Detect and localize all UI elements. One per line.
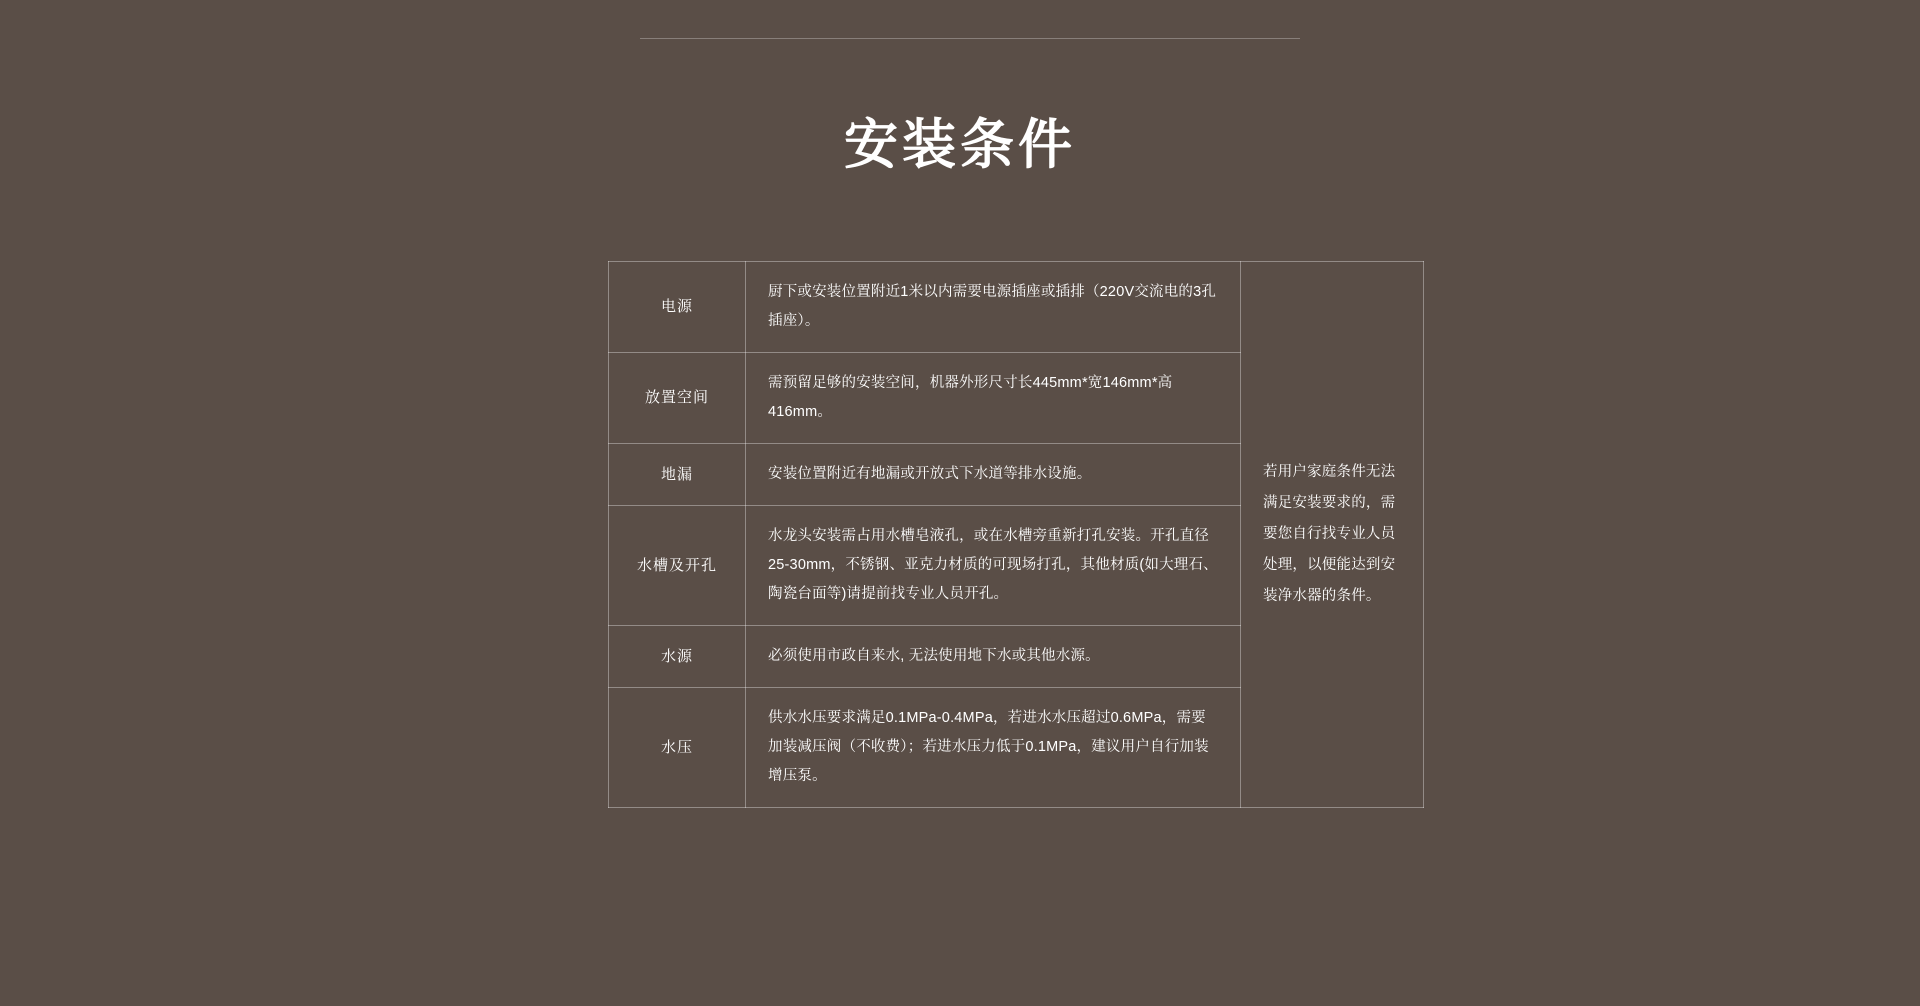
row-description: 安装位置附近有地漏或开放式下水道等排水设施。: [746, 444, 1241, 506]
header-divider: [640, 38, 1300, 39]
row-description: 水龙头安装需占用水槽皂液孔，或在水槽旁重新打孔安装。开孔直径25-30mm，不锈钢、亚克力材质的可现场打孔，其他材质(如大理石、陶瓷台面等)请提前找专业人员开孔。: [746, 506, 1241, 626]
install-conditions-table-wrapper: [608, 261, 1396, 808]
row-label: 水源: [609, 626, 746, 688]
table-row: [609, 262, 1424, 353]
row-description: 厨下或安装位置附近1米以内需要电源插座或插排（220V交流电的3孔插座）。: [746, 262, 1241, 353]
row-label: 水槽及开孔: [609, 506, 746, 626]
side-note: 若用户家庭条件无法满足安装要求的，需要您自行找专业人员处理，以便能达到安装净水器的条件。: [1241, 262, 1424, 808]
row-description: 需预留足够的安装空间，机器外形尺寸长445mm*宽146mm*高416mm。: [746, 353, 1241, 444]
row-label: 放置空间: [609, 353, 746, 444]
row-description: 必须使用市政自来水, 无法使用地下水或其他水源。: [746, 626, 1241, 688]
row-label: 地漏: [609, 444, 746, 506]
row-description: 供水水压要求满足0.1MPa-0.4MPa，若进水水压超过0.6MPa，需要加装减压阀（不收费）；若进水压力低于0.1MPa，建议用户自行加装增压泵。: [746, 688, 1241, 808]
install-conditions-table: [608, 261, 1424, 808]
row-label: 水压: [609, 688, 746, 808]
page-title: 安装条件: [844, 115, 1076, 175]
row-label: 电源: [609, 262, 746, 353]
